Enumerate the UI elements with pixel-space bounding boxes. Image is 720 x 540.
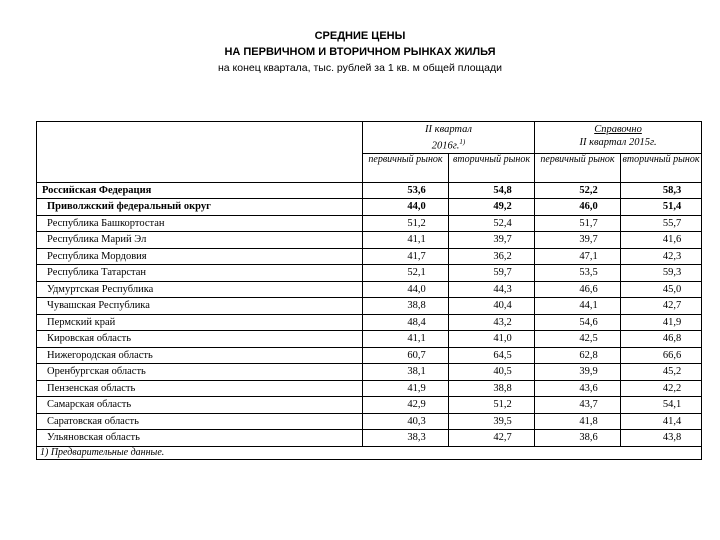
title-line-1: СРЕДНИЕ ЦЕНЫ <box>314 30 406 42</box>
period-2016-line1: II квартал <box>425 124 472 135</box>
secondary-2015-value: 42,3 <box>621 248 702 265</box>
secondary-2016-value: 54,8 <box>449 182 535 199</box>
primary-2016-value: 44,0 <box>363 281 449 298</box>
secondary-2016-value: 52,4 <box>449 215 535 232</box>
primary-2016-value: 60,7 <box>363 347 449 364</box>
secondary-2015-value: 45,0 <box>621 281 702 298</box>
primary-2016-value: 40,3 <box>363 413 449 430</box>
primary-2016-value: 52,1 <box>363 265 449 282</box>
secondary-2015-value: 51,4 <box>621 199 702 216</box>
secondary-2016-value: 40,4 <box>449 298 535 315</box>
subtitle: на конец квартала, тыс. рублей за 1 кв. м общей площади <box>217 62 503 74</box>
primary-2015-value: 38,6 <box>535 430 621 447</box>
secondary-2015-value: 43,8 <box>621 430 702 447</box>
region-name: Республика Башкортостан <box>37 215 363 232</box>
primary-2016-value: 38,8 <box>363 298 449 315</box>
region-name: Республика Марий Эл <box>37 232 363 249</box>
title-line-2: НА ПЕРВИЧНОМ И ВТОРИЧНОМ РЫНКАХ ЖИЛЬЯ <box>224 46 496 58</box>
region-name: Республика Татарстан <box>37 265 363 282</box>
footnote-mark: 1) <box>459 138 466 146</box>
primary-2015-value: 51,7 <box>535 215 621 232</box>
secondary-2016-value: 36,2 <box>449 248 535 265</box>
region-name: Российская Федерация <box>37 182 363 199</box>
primary-2016-value: 44,0 <box>363 199 449 216</box>
table-row <box>37 265 702 282</box>
secondary-2015-value: 46,8 <box>621 331 702 348</box>
table-row <box>37 430 702 447</box>
secondary-2016-value: 49,2 <box>449 199 535 216</box>
primary-2015-value: 42,5 <box>535 331 621 348</box>
table-row <box>37 413 702 430</box>
primary-2016-value: 51,2 <box>363 215 449 232</box>
secondary-2016-value: 42,7 <box>449 430 535 447</box>
secondary-2015-value: 54,1 <box>621 397 702 414</box>
region-name: Пензенская область <box>37 380 363 397</box>
region-name: Нижегородская область <box>37 347 363 364</box>
region-name: Удмуртская Республика <box>37 281 363 298</box>
secondary-2015-value: 42,2 <box>621 380 702 397</box>
period-2016-header <box>363 122 535 154</box>
secondary-2015-value: 42,7 <box>621 298 702 315</box>
primary-2016-value: 41,7 <box>363 248 449 265</box>
primary-2015-value: 54,6 <box>535 314 621 331</box>
primary-2016-value: 41,1 <box>363 232 449 249</box>
primary-2015-value: 46,6 <box>535 281 621 298</box>
primary-2015-value: 43,6 <box>535 380 621 397</box>
secondary-2015-value: 55,7 <box>621 215 702 232</box>
table-row <box>37 182 702 199</box>
primary-2016-value: 41,1 <box>363 331 449 348</box>
region-name: Кировская область <box>37 331 363 348</box>
secondary-2015-value: 41,9 <box>621 314 702 331</box>
page-header <box>0 28 720 76</box>
region-name: Республика Мордовия <box>37 248 363 265</box>
primary-2016-value: 42,9 <box>363 397 449 414</box>
table-row <box>37 314 702 331</box>
primary-2015-value: 62,8 <box>535 347 621 364</box>
reference-label: Справочно <box>594 124 642 135</box>
secondary-2016-value: 44,3 <box>449 281 535 298</box>
region-name: Самарская область <box>37 397 363 414</box>
table-row <box>37 298 702 315</box>
table-row <box>37 232 702 249</box>
primary-2015-value: 52,2 <box>535 182 621 199</box>
region-name: Приволжский федеральный округ <box>37 199 363 216</box>
table-row <box>37 347 702 364</box>
table-row <box>37 397 702 414</box>
region-name: Ульяновская область <box>37 430 363 447</box>
sub-header-primary-2016: первичный рынок <box>363 153 449 182</box>
period-2015-header <box>535 122 702 154</box>
region-name: Саратовская область <box>37 413 363 430</box>
primary-2016-value: 53,6 <box>363 182 449 199</box>
primary-2016-value: 41,9 <box>363 380 449 397</box>
secondary-2016-value: 38,8 <box>449 380 535 397</box>
primary-2015-value: 53,5 <box>535 265 621 282</box>
secondary-2016-value: 41,0 <box>449 331 535 348</box>
prices-table <box>36 121 702 460</box>
primary-2016-value: 38,1 <box>363 364 449 381</box>
primary-2015-value: 44,1 <box>535 298 621 315</box>
secondary-2015-value: 58,3 <box>621 182 702 199</box>
secondary-2015-value: 66,6 <box>621 347 702 364</box>
table-row <box>37 248 702 265</box>
footnote: 1) Предварительные данные. <box>37 446 702 459</box>
primary-2015-value: 39,7 <box>535 232 621 249</box>
table-row <box>37 281 702 298</box>
primary-2015-value: 39,9 <box>535 364 621 381</box>
table-row <box>37 364 702 381</box>
secondary-2016-value: 51,2 <box>449 397 535 414</box>
region-name: Оренбургская область <box>37 364 363 381</box>
table-row <box>37 215 702 232</box>
secondary-2016-value: 39,7 <box>449 232 535 249</box>
secondary-2016-value: 64,5 <box>449 347 535 364</box>
period-2015-line2: II квартал 2015г. <box>579 137 657 148</box>
sub-header-secondary-2015: вторичный рынок <box>621 153 702 182</box>
table-row <box>37 199 702 216</box>
secondary-2015-value: 59,3 <box>621 265 702 282</box>
primary-2015-value: 47,1 <box>535 248 621 265</box>
primary-2015-value: 43,7 <box>535 397 621 414</box>
secondary-2015-value: 41,6 <box>621 232 702 249</box>
region-header-cell <box>37 122 363 183</box>
secondary-2015-value: 41,4 <box>621 413 702 430</box>
secondary-2016-value: 39,5 <box>449 413 535 430</box>
table-body <box>37 182 702 446</box>
region-name: Чувашская Республика <box>37 298 363 315</box>
primary-2015-value: 46,0 <box>535 199 621 216</box>
secondary-2016-value: 40,5 <box>449 364 535 381</box>
region-name: Пермский край <box>37 314 363 331</box>
secondary-2015-value: 45,2 <box>621 364 702 381</box>
secondary-2016-value: 43,2 <box>449 314 535 331</box>
table-row <box>37 380 702 397</box>
primary-2016-value: 48,4 <box>363 314 449 331</box>
period-2016-line2: 2016г. <box>431 140 460 152</box>
primary-2016-value: 38,3 <box>363 430 449 447</box>
table-row <box>37 331 702 348</box>
primary-2015-value: 41,8 <box>535 413 621 430</box>
sub-header-secondary-2016: вторичный рынок <box>449 153 535 182</box>
sub-header-primary-2015: первичный рынок <box>535 153 621 182</box>
secondary-2016-value: 59,7 <box>449 265 535 282</box>
